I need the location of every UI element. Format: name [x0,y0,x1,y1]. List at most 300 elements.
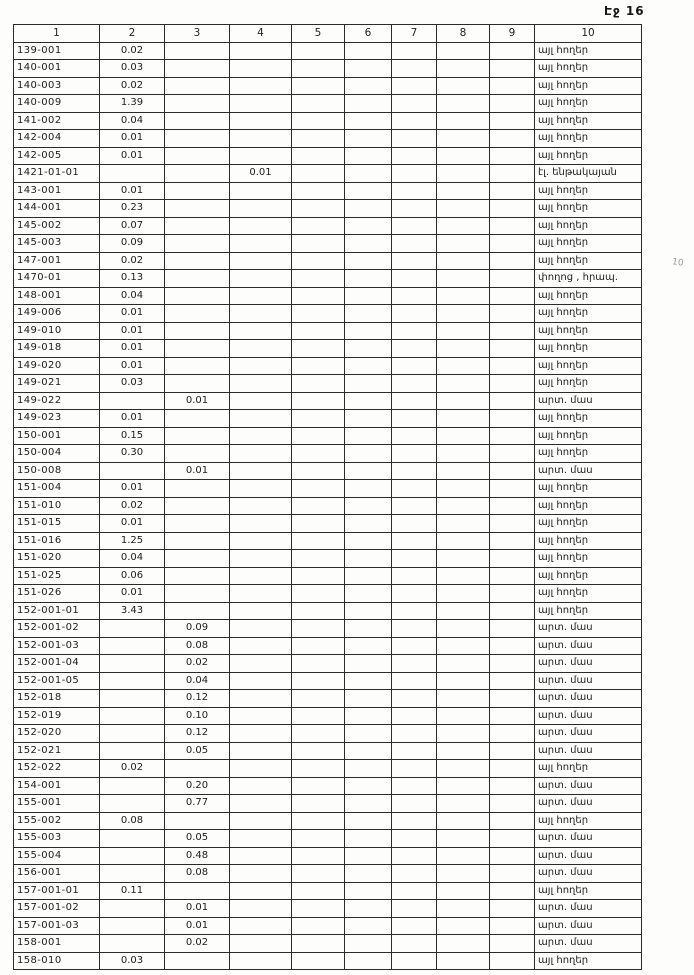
cell-value [490,690,535,708]
cell-value: 0.02 [100,497,165,515]
cell-landuse: այլ հողեր [535,287,642,305]
cell-landuse: այլ հողեր [535,760,642,778]
table-row [14,130,642,148]
cell-value [392,690,437,708]
cell-value [230,480,292,498]
cell-value [230,655,292,673]
cell-value: 0.01 [100,515,165,533]
cell-value [392,77,437,95]
cell-parcel-code: 152-001-02 [14,620,100,638]
cell-value [392,217,437,235]
cell-value [392,865,437,883]
cell-value: 0.01 [100,410,165,428]
cell-value: 0.01 [165,392,230,410]
cell-value [345,952,392,970]
cell-value [230,620,292,638]
cell-value [437,882,490,900]
cell-landuse: արտ. մաս [535,795,642,813]
cell-value [230,77,292,95]
cell-value [490,812,535,830]
cell-landuse: փողոց , հրապ. [535,270,642,288]
cell-value [230,900,292,918]
cell-value [345,567,392,585]
cell-value [230,585,292,603]
cell-parcel-code: 154-001 [14,777,100,795]
cell-value [437,322,490,340]
cell-value [437,217,490,235]
table-row [14,95,642,113]
cell-parcel-code: 152-018 [14,690,100,708]
cell-value [392,392,437,410]
table-row [14,235,642,253]
cell-value [437,77,490,95]
cell-value [437,777,490,795]
cell-value [230,532,292,550]
cell-value [292,882,345,900]
cell-value: 0.01 [165,462,230,480]
cell-value [100,865,165,883]
cell-value [230,112,292,130]
cell-value [230,270,292,288]
cell-value: 0.01 [165,917,230,935]
cell-value [392,707,437,725]
cell-value [490,620,535,638]
cell-value [490,340,535,358]
cell-value [490,217,535,235]
table-row [14,917,642,935]
cell-value [165,550,230,568]
cell-value [292,637,345,655]
cell-value [292,217,345,235]
cell-landuse: այլ հողեր [535,585,642,603]
table-row [14,795,642,813]
cell-value [490,445,535,463]
cell-value [392,480,437,498]
column-header: 1 [14,25,100,43]
table-row [14,690,642,708]
cell-parcel-code: 1470-01 [14,270,100,288]
cell-parcel-code: 145-003 [14,235,100,253]
cell-value [230,340,292,358]
cell-landuse: այլ հողեր [535,322,642,340]
table-row [14,217,642,235]
cell-parcel-code: 152-019 [14,707,100,725]
cell-value [437,410,490,428]
cell-value [345,217,392,235]
cell-value [392,322,437,340]
cell-value [392,445,437,463]
table-row [14,60,642,78]
cell-value [490,270,535,288]
cell-value [345,515,392,533]
cell-value [230,427,292,445]
cell-value [345,112,392,130]
cell-value [392,847,437,865]
cell-value [230,830,292,848]
cell-value: 0.04 [100,550,165,568]
cell-value [392,742,437,760]
table-row [14,410,642,428]
cell-value [437,515,490,533]
cell-value [100,725,165,743]
column-header: 7 [392,25,437,43]
cell-value [392,637,437,655]
cell-value: 0.15 [100,427,165,445]
cell-value [437,392,490,410]
table-row [14,480,642,498]
cell-landuse: այլ հողեր [535,532,642,550]
table-row [14,655,642,673]
cell-value [230,725,292,743]
cell-value [292,322,345,340]
cell-value [100,690,165,708]
cell-value [230,795,292,813]
cell-value [392,235,437,253]
cell-value [230,637,292,655]
cell-value [490,935,535,953]
cell-value [345,602,392,620]
cell-parcel-code: 155-002 [14,812,100,830]
cell-parcel-code: 150-004 [14,445,100,463]
table-row [14,812,642,830]
table-row [14,672,642,690]
cell-value [490,795,535,813]
cell-value [292,445,345,463]
cell-value: 1.39 [100,95,165,113]
cell-value: 0.01 [100,357,165,375]
column-header: 5 [292,25,345,43]
cell-value: 0.01 [100,305,165,323]
cell-landuse: արտ. մաս [535,830,642,848]
cell-value [292,865,345,883]
cell-value [490,550,535,568]
cell-value [437,620,490,638]
table-row [14,357,642,375]
cell-value: 0.12 [165,725,230,743]
cell-value: 0.09 [165,620,230,638]
cell-value [345,865,392,883]
table-row [14,42,642,60]
cell-value [345,707,392,725]
cell-value [490,567,535,585]
cell-landuse: այլ հողեր [535,77,642,95]
cell-value [490,95,535,113]
cell-value [490,532,535,550]
cell-value: 0.48 [165,847,230,865]
cell-value: 0.03 [100,375,165,393]
cell-parcel-code: 149-006 [14,305,100,323]
cell-value [345,655,392,673]
table-row [14,77,642,95]
cell-value [165,952,230,970]
cell-value [345,130,392,148]
table-row [14,742,642,760]
cell-value [490,655,535,673]
cell-value [392,812,437,830]
cell-value [230,777,292,795]
table-row [14,462,642,480]
cell-value [437,952,490,970]
cell-parcel-code: 149-020 [14,357,100,375]
cell-value [230,305,292,323]
cell-value [345,235,392,253]
cell-value [165,165,230,183]
cell-landuse: այլ հողեր [535,602,642,620]
cell-value [345,795,392,813]
cell-value [392,795,437,813]
table-row [14,637,642,655]
cell-value [490,480,535,498]
cell-value [392,550,437,568]
cell-parcel-code: 140-003 [14,77,100,95]
cell-value [292,795,345,813]
cell-value [392,917,437,935]
cell-value [437,900,490,918]
cell-value [345,60,392,78]
cell-landuse: այլ հողեր [535,952,642,970]
table-row [14,182,642,200]
cell-value [392,182,437,200]
cell-value [165,287,230,305]
cell-value [392,375,437,393]
table-row [14,287,642,305]
cell-value [345,322,392,340]
cell-value [165,375,230,393]
table-row [14,567,642,585]
cell-value: 0.04 [165,672,230,690]
cell-value [345,410,392,428]
cell-value [100,707,165,725]
cell-value [230,550,292,568]
table-row [14,340,642,358]
cell-value [230,287,292,305]
cell-value [392,112,437,130]
cell-value [490,112,535,130]
cell-value [292,900,345,918]
cell-value [230,147,292,165]
cell-value [100,620,165,638]
cell-landuse: այլ հողեր [535,42,642,60]
table-row [14,847,642,865]
cell-value [392,497,437,515]
cell-value [292,77,345,95]
cell-value [345,917,392,935]
cell-value: 0.04 [100,112,165,130]
cell-parcel-code: 149-023 [14,410,100,428]
cell-landuse: էլ. ենթակայան [535,165,642,183]
cell-value [392,340,437,358]
cell-value [490,410,535,428]
cell-parcel-code: 152-022 [14,760,100,778]
cell-value [392,130,437,148]
cell-parcel-code: 155-003 [14,830,100,848]
cell-value [100,462,165,480]
cell-parcel-code: 149-021 [14,375,100,393]
cell-value [292,830,345,848]
cell-parcel-code: 151-015 [14,515,100,533]
cell-value [345,900,392,918]
cell-value [230,865,292,883]
cell-landuse: արտ. մաս [535,900,642,918]
cell-value [230,760,292,778]
cell-value [345,165,392,183]
cell-value [392,620,437,638]
cell-value [165,235,230,253]
cell-value: 0.01 [100,182,165,200]
cell-value [345,812,392,830]
cell-parcel-code: 152-001-05 [14,672,100,690]
cell-value [292,95,345,113]
cell-parcel-code: 157-001-03 [14,917,100,935]
cell-value [345,200,392,218]
cell-value [490,322,535,340]
cell-value [437,742,490,760]
cell-value [165,357,230,375]
cell-value [165,602,230,620]
cell-parcel-code: 151-010 [14,497,100,515]
page-number-label: Էջ 16 [604,4,645,18]
cell-landuse: այլ հողեր [535,812,642,830]
header-row [14,25,642,43]
cell-value [437,865,490,883]
cell-value [100,165,165,183]
cell-value [165,445,230,463]
cell-value: 0.01 [100,340,165,358]
cell-landuse: այլ հողեր [535,357,642,375]
cell-value [100,742,165,760]
cell-value [165,95,230,113]
cell-value [490,130,535,148]
cell-landuse: այլ հողեր [535,480,642,498]
table-row [14,830,642,848]
cell-value [292,392,345,410]
cell-value [345,830,392,848]
cell-value: 0.02 [100,252,165,270]
table-row [14,515,642,533]
cell-value [392,165,437,183]
cell-value: 0.01 [100,147,165,165]
cell-value [345,672,392,690]
cell-value [437,725,490,743]
margin-note: 10 [671,257,685,269]
cell-value: 0.10 [165,707,230,725]
column-header: 2 [100,25,165,43]
cell-value [490,777,535,795]
cell-value [345,357,392,375]
cell-value [345,270,392,288]
cell-value [292,252,345,270]
cell-value [345,287,392,305]
cell-value [437,165,490,183]
cell-value [165,340,230,358]
table-row [14,777,642,795]
cell-value [437,112,490,130]
cell-value: 0.02 [165,655,230,673]
cell-landuse: արտ. մաս [535,725,642,743]
cell-value [392,672,437,690]
cell-value [437,445,490,463]
cell-value [292,200,345,218]
cell-value [392,287,437,305]
cell-value [437,707,490,725]
cell-value [292,480,345,498]
cell-value [490,515,535,533]
cell-value: 1.25 [100,532,165,550]
cell-landuse: արտ. մաս [535,917,642,935]
cell-landuse: այլ հողեր [535,60,642,78]
cell-value [392,725,437,743]
cell-parcel-code: 152-001-04 [14,655,100,673]
cell-value [230,602,292,620]
cell-value [437,567,490,585]
cell-value [165,882,230,900]
cell-value [230,235,292,253]
cell-value [230,60,292,78]
table-row [14,707,642,725]
cell-value [292,305,345,323]
cell-value [230,812,292,830]
cell-parcel-code: 147-001 [14,252,100,270]
cell-value [292,655,345,673]
table-row [14,322,642,340]
cell-value [392,42,437,60]
table-row [14,550,642,568]
cell-parcel-code: 151-025 [14,567,100,585]
cell-value [165,200,230,218]
column-header: 3 [165,25,230,43]
cell-landuse: արտ. մաս [535,742,642,760]
cell-value [437,235,490,253]
cell-value [165,532,230,550]
cell-parcel-code: 145-002 [14,217,100,235]
cell-parcel-code: 157-001-02 [14,900,100,918]
cell-value [437,672,490,690]
cell-landuse: այլ հողեր [535,567,642,585]
cell-parcel-code: 151-026 [14,585,100,603]
cell-value [292,130,345,148]
cell-value: 0.02 [100,760,165,778]
cell-value [165,112,230,130]
cell-landuse: այլ հողեր [535,427,642,445]
cell-value [392,830,437,848]
cell-value [100,777,165,795]
cell-value [292,602,345,620]
cell-value [292,917,345,935]
cell-landuse: արտ. մաս [535,462,642,480]
cell-parcel-code: 151-004 [14,480,100,498]
cell-value [165,42,230,60]
column-header: 6 [345,25,392,43]
cell-value [100,847,165,865]
cell-value [490,742,535,760]
cell-value [392,427,437,445]
cell-landuse: արտ. մաս [535,672,642,690]
cell-value [437,130,490,148]
cell-value [490,60,535,78]
table-row [14,935,642,953]
cell-value [392,60,437,78]
cell-value [165,427,230,445]
cell-landuse: այլ հողեր [535,515,642,533]
table-row [14,112,642,130]
cell-value [490,900,535,918]
cell-value [100,637,165,655]
cell-value [392,410,437,428]
cell-value [437,42,490,60]
cell-value [230,252,292,270]
cell-value [165,305,230,323]
cell-value [490,200,535,218]
